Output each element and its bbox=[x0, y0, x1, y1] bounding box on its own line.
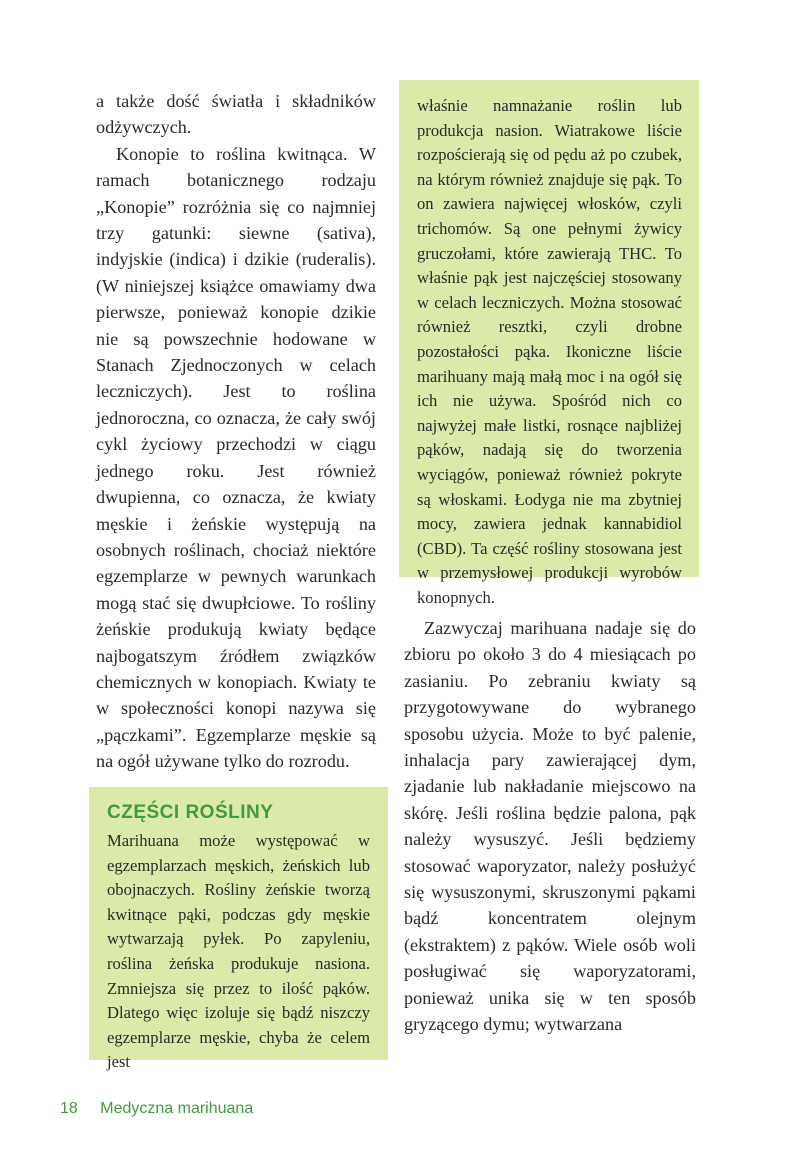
sidebar-box-title: CZĘŚCI ROŚLINY bbox=[107, 802, 274, 823]
page-footer bbox=[60, 1100, 253, 1118]
left-text-column bbox=[96, 88, 376, 775]
paragraph-continuation: a także dość światła i składników odżywczych. bbox=[96, 91, 376, 138]
paragraph-zbior: Zazwyczaj marihuana nadaje się do zbioru po około 3 do 4 miesiącach po zasianiu. Po zebraniu kwiaty są przygotowywane do wybranego sposobu użycia. Może to być palenie, inhalacja pary zawierającej dym, zjadanie lub nakładanie miejscowo na skórę. Jeśli roślina będzie palona, pąk należy wysuszyć. Jeśli będziemy stosować waporyzator, należy posłużyć się wysuszonymi, skruszonymi pąkami bądź koncentratem olejnym (ekstraktem) z pąków. Wiele osób woli posługiwać się waporyzatorami, ponieważ unika się w ten sposób gryzącego dymu; wytwarzana bbox=[404, 618, 696, 1035]
sidebar-box-continuation bbox=[399, 80, 699, 607]
sidebar-box-text: Marihuana może występować w egzemplarzach męskich, żeńskich lub obojnaczych. Rośliny żeńskie tworzą kwitnące pąki, podczas gdy męskie wytwarzają pyłek. Po zapyleniu, roślina żeńska produkuje nasiona. Zmniejsza się przez to ilość pąków. Dlatego więc izoluje się bądź niszczy egzemplarze męskie, chyba że celem jest bbox=[107, 831, 370, 1072]
page-number: 18 bbox=[60, 1100, 78, 1117]
running-title: Medyczna marihuana bbox=[100, 1100, 254, 1117]
sidebar-box-text: właśnie namnażanie roślin lub produkcja nasion. Wiatrakowe liście rozpościerają się od pędu aż po czubek, na którym również znajduje się pąk. To on zawiera najwięcej włosków, czyli trichomów. Są one pełnymi żywicy gruczołami, które zawierają THC. To właśnie pąk jest najczęściej stosowany w celach leczniczych. Można stosować również resztki, czyli drobne pozostałości pąka. Ikoniczne liście marihuany mają małą moc i na ogół się ich nie używa. Spośród nich co najwyżej małe listki, rosnące najbliżej pąków, nadają się do tworzenia wyciągów, ponieważ również pokryte są włoskami. Łodyga nie ma zbytniej mocy, zawiera jednak kannabidiol (CBD). Ta część rośliny stosowana jest w przemysłowej produkcji wyrobów konopnych. bbox=[417, 96, 682, 607]
right-text-column bbox=[404, 615, 696, 1038]
sidebar-box-czesci-rosliny bbox=[89, 787, 388, 1072]
paragraph-konopie: Konopie to roślina kwitnąca. W ramach botanicznego rodzaju „Konopie” rozróżnia się co najmniej trzy gatunki: siewne (sativa), indyjskie (indica) i dzikie (ruderalis). (W niniejszej książce omawiamy dwa pierwsze, ponieważ konopie dzikie nie są powszechnie hodowane w Stanach Zjednoczonych w celach leczniczych). Jest to roślina jednoroczna, co oznacza, że cały swój cykl życiowy przechodzi w ciągu jednego roku. Jest również dwupienna, co oznacza, że kwiaty męskie i żeńskie występują na osobnych roślinach, chociaż niektóre egzemplarze w pewnych warunkach mogą stać się dwupłciowe. To rośliny żeńskie produkują kwiaty będące najbogatszym źródłem związków chemicznych w konopiach. Kwiaty te w społeczności konopi nazywa się „pączkami”. Egzemplarze męskie są na ogół używane tylko do rozrodu. bbox=[96, 143, 376, 772]
